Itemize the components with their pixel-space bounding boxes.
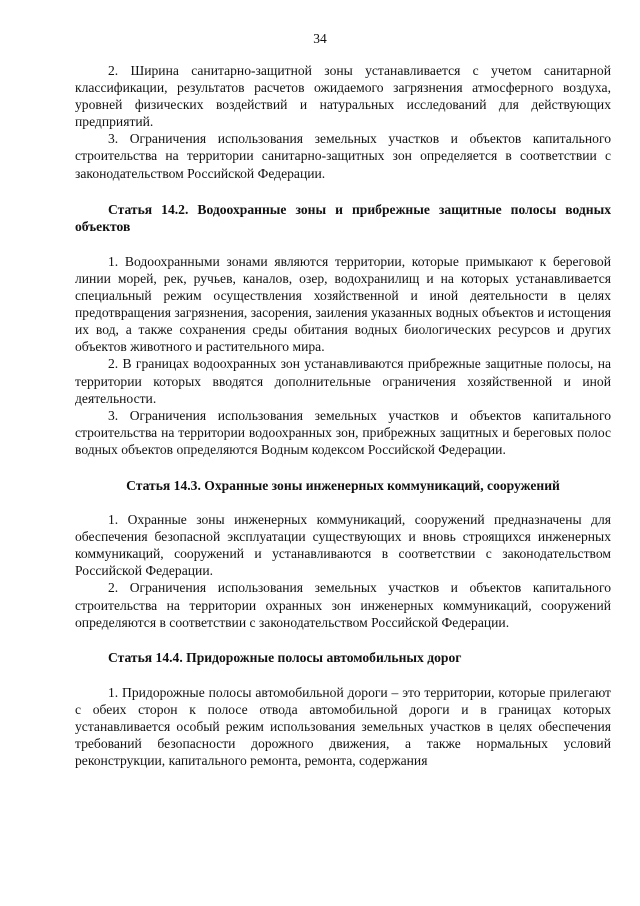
paragraph-engineering-zones: 1. Охранные зоны инженерных коммуникаций, сооружений предназначены для обеспечения безопасной эксплуатации существующих и вновь строящихся инженерных коммуникаций, сооружений и устанавливаются в соответствии с законодательством Российской Федерации. xyxy=(75,512,611,579)
paragraph-engineering-restrictions: 2. Ограничения использования земельных участков и объектов капитального строительства на территории охранных зон инженерных коммуникаций, сооружений определяются в соответствии с законодательством Российской Федерации. xyxy=(75,580,611,630)
article-14-3-heading: Статья 14.3. Охранные зоны инженерных коммуникаций, сооружений xyxy=(126,477,560,493)
page-number: 34 xyxy=(313,31,327,46)
paragraph-szz-restrictions: 3. Ограничения использования земельных участков и объектов капитального строительства на территории санитарно-защитных зон определяется в соответствии с законодательством Российской Федерации. xyxy=(75,131,611,181)
page-content xyxy=(75,62,611,769)
paragraph-water-protection-zones: 1. Водоохранными зонами являются территории, которые примыкают к береговой линии морей, рек, ручьев, каналов, озер, водохранилищ и на которых устанавливается специальный режим осуществления хозяйственной и иной деятельности в целях предотвращения загрязнения, засорения, заиления указанных водных объектов и истощения их вод, а также сохранения среды обитания водных биологических ресурсов и других объектов животного и растительного мира. xyxy=(75,253,611,355)
paragraph-szz-width: 2. Ширина санитарно-защитной зоны устанавливается с учетом санитарной классификации, результатов расчетов ожидаемого загрязнения атмосферного воздуха, уровней физических воздействий и натуральных исследований для действующих предприятий. xyxy=(75,63,611,130)
article-14-2-heading: Статья 14.2. Водоохранные зоны и прибрежные защитные полосы водных объектов xyxy=(75,201,611,234)
paragraph-coastal-strips: 2. В границах водоохранных зон устанавливаются прибрежные защитные полосы, на территории которых вводятся дополнительные ограничения хозяйственной и иной деятельности. xyxy=(75,356,611,406)
paragraph-water-restrictions: 3. Ограничения использования земельных участков и объектов капитального строительства на территории водоохранных зон, прибрежных защитных и береговых полос водных объектов определяются Водным кодексом Российской Федерации. xyxy=(75,407,611,457)
article-14-4-heading: Статья 14.4. Придорожные полосы автомобильных дорог xyxy=(108,649,462,665)
paragraph-roadside-strips: 1. Придорожные полосы автомобильной дороги – это территории, которые прилегают с обеих сторон к полосе отвода автомобильной дороги и в границах которых устанавливается особый режим использования земельных участков в целях обеспечения требований безопасности дорожного движения, а также нормальных условий реконструкции, капитального ремонта, ремонта, содержания xyxy=(75,684,611,769)
